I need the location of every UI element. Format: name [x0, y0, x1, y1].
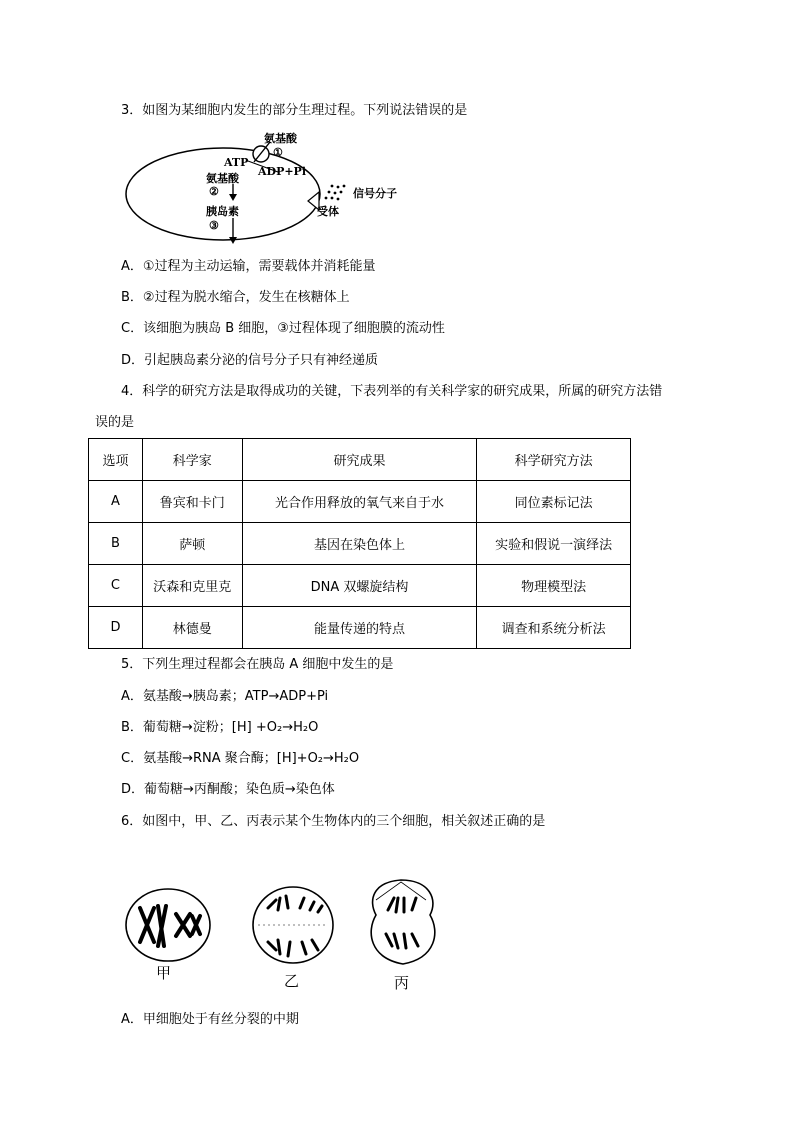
signal-molecules-icon	[325, 185, 346, 201]
label-adp: ADP+Pi	[258, 165, 307, 178]
q3-option-c: C．该细胞为胰岛 B 细胞，③过程体现了细胞膜的流动性	[121, 321, 445, 336]
label-aa-mid: 氨基酸	[206, 172, 239, 185]
q5-stem: 5．下列生理过程都会在胰岛 A 细胞中发生的是	[121, 657, 394, 672]
q5-option-d: D．葡萄糖→丙酮酸；染色质→染色体	[121, 782, 335, 797]
q4-table	[88, 438, 631, 649]
cell-option: C	[89, 565, 143, 607]
q3-stem: 3．如图为某细胞内发生的部分生理过程。下列说法错误的是	[121, 103, 468, 118]
cell-result: 能量传递的特点	[242, 607, 477, 649]
cell-result: 基因在染色体上	[242, 523, 477, 565]
q5-option-b: B．葡萄糖→淀粉；[H] +O₂→H₂O	[121, 720, 319, 735]
q6-cell-diagrams	[118, 870, 458, 1000]
table-header-row	[89, 439, 631, 481]
cell-jia-icon	[126, 889, 210, 961]
table-row	[89, 523, 631, 565]
q3-option-d: D．引起胰岛素分泌的信号分子只有神经递质	[121, 353, 379, 368]
caption-yi: 乙	[284, 972, 300, 990]
cell-bing-icon	[371, 880, 435, 964]
cell-scientist: 鲁宾和卡门	[142, 481, 242, 523]
cell-option: D	[89, 607, 143, 649]
header-scientist: 科学家	[142, 439, 242, 481]
q4-stem-line2: 误的是	[95, 415, 135, 430]
q3-option-a: A．①过程为主动运输，需要载体并消耗能量	[121, 259, 376, 274]
cell-yi-icon	[253, 887, 333, 963]
table-row	[89, 481, 631, 523]
caption-jia: 甲	[156, 964, 172, 982]
q6-stem: 6．如图中，甲、乙、丙表示某个生物体内的三个细胞，相关叙述正确的是	[121, 814, 546, 829]
q5-option-a: A．氨基酸→胰岛素；ATP→ADP+Pi	[121, 689, 329, 704]
header-method: 科学研究方法	[477, 439, 631, 481]
q6-option-a: A．甲细胞处于有丝分裂的中期	[121, 1012, 299, 1027]
label-circ2: ②	[209, 185, 219, 198]
q3-option-b: B．②过程为脱水缩合，发生在核糖体上	[121, 290, 350, 305]
table-row	[89, 607, 631, 649]
cell-membrane	[126, 148, 320, 240]
q3-cell-diagram	[118, 128, 418, 248]
cell-scientist: 沃森和克里克	[142, 565, 242, 607]
cell-method: 同位素标记法	[477, 481, 631, 523]
cell-result: 光合作用释放的氧气来自于水	[242, 481, 477, 523]
label-circ3: ③	[209, 219, 219, 232]
label-aa-top: 氨基酸	[264, 132, 297, 145]
cell-result: DNA 双螺旋结构	[242, 565, 477, 607]
label-signal: 信号分子	[353, 187, 397, 200]
table-row	[89, 565, 631, 607]
label-receptor: 受体	[317, 205, 339, 218]
caption-bing: 丙	[394, 974, 410, 992]
cell-method: 物理模型法	[477, 565, 631, 607]
cell-option: A	[89, 481, 143, 523]
cell-method: 实验和假说一演绎法	[477, 523, 631, 565]
label-insulin: 胰岛素	[206, 205, 239, 218]
label-atp: ATP	[224, 156, 249, 169]
cell-scientist: 萨顿	[142, 523, 242, 565]
label-circ1: ①	[273, 146, 283, 159]
cell-option: B	[89, 523, 143, 565]
cell-method: 调查和系统分析法	[477, 607, 631, 649]
cell-scientist: 林德曼	[142, 607, 242, 649]
q5-option-c: C．氨基酸→RNA 聚合酶；[H]+O₂→H₂O	[121, 751, 360, 766]
q4-stem-line1: 4．科学的研究方法是取得成功的关键，下表列举的有关科学家的研究成果，所属的研究方法错	[121, 384, 663, 399]
header-option: 选项	[89, 439, 143, 481]
header-result: 研究成果	[242, 439, 477, 481]
